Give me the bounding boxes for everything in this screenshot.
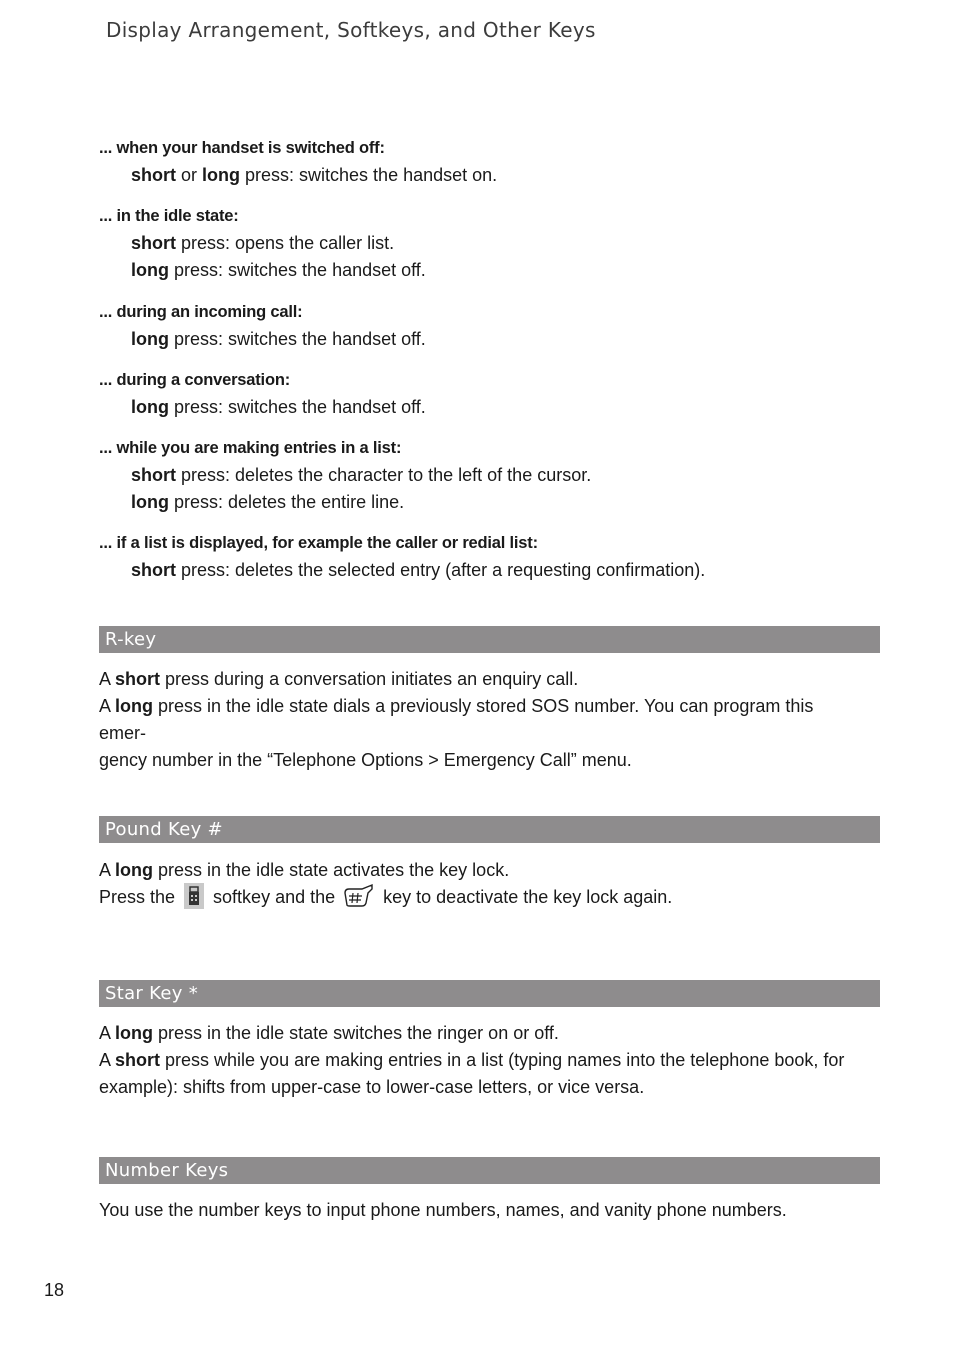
key-lock-softkey-icon bbox=[184, 883, 204, 909]
page-number: 18 bbox=[44, 1280, 65, 1300]
line-prefix: A bbox=[99, 1023, 116, 1043]
condition-conversation bbox=[99, 367, 899, 421]
keyword: short bbox=[131, 560, 176, 580]
line-prefix: A bbox=[99, 696, 116, 716]
condition-title: ... when your handset is switched off: bbox=[99, 139, 385, 157]
section-heading-star-key: Star Key * bbox=[99, 980, 880, 1007]
keyword: long bbox=[115, 860, 154, 880]
condition-line bbox=[99, 394, 899, 421]
paragraph-line bbox=[99, 693, 859, 747]
condition-list-entry bbox=[99, 435, 899, 516]
paragraph-line: example): shifts from upper-case to lower-case letters, or vice versa. bbox=[99, 1077, 645, 1097]
line-text: press: deletes the selected entry (after a requesting confirmation). bbox=[176, 560, 706, 580]
line-text: press: deletes the character to the left of the cursor. bbox=[176, 465, 592, 485]
paragraph-line: You use the number keys to input phone numbers, names, and vanity phone numbers. bbox=[99, 1200, 787, 1220]
line-prefix: Press the bbox=[99, 887, 181, 907]
line-text: press: switches the handset off. bbox=[169, 260, 426, 280]
section-heading-r-key: R-key bbox=[99, 626, 880, 653]
line-text: press: switches the handset on. bbox=[240, 165, 498, 185]
hash-key-icon bbox=[342, 883, 376, 909]
line-text: press while you are making entries in a list (typing names into the telephone book, for bbox=[160, 1050, 845, 1070]
line-text: press: switches the handset off. bbox=[169, 397, 426, 417]
star-key-description bbox=[99, 1020, 859, 1101]
line-text: press in the idle state switches the ringer on or off. bbox=[153, 1023, 559, 1043]
condition-line bbox=[99, 489, 899, 516]
keyword: short bbox=[131, 465, 176, 485]
condition-title: ... if a list is displayed, for example the caller or redial list: bbox=[99, 534, 538, 552]
keyword: long bbox=[115, 1023, 154, 1043]
keyword: long bbox=[115, 696, 154, 716]
page-header-title: Display Arrangement, Softkeys, and Other Keys bbox=[106, 18, 596, 42]
condition-switched-off bbox=[99, 135, 899, 189]
line-text: press in the idle state activates the key lock. bbox=[153, 860, 510, 880]
section-heading-pound-key: Pound Key # bbox=[99, 816, 880, 843]
keyword: long bbox=[202, 165, 241, 185]
condition-idle-state bbox=[99, 203, 899, 284]
line-text: press: deletes the entire line. bbox=[169, 492, 405, 512]
line-prefix: A bbox=[99, 1050, 116, 1070]
keyword: long bbox=[131, 329, 169, 349]
keyword: short bbox=[115, 669, 161, 689]
paragraph-line bbox=[99, 1020, 859, 1047]
line-text: key to deactivate the key lock again. bbox=[378, 887, 673, 907]
keyword: short bbox=[115, 1050, 161, 1070]
line-prefix: A bbox=[99, 860, 116, 880]
condition-title: ... in the idle state: bbox=[99, 207, 239, 225]
line-text: press during a conversation initiates an enquiry call. bbox=[160, 669, 579, 689]
condition-line bbox=[99, 230, 899, 257]
condition-line bbox=[99, 326, 899, 353]
paragraph-line bbox=[99, 857, 859, 884]
keyword: short bbox=[131, 165, 176, 185]
line-text: press: switches the handset off. bbox=[169, 329, 426, 349]
keyword: long bbox=[131, 260, 169, 280]
number-keys-description bbox=[99, 1197, 859, 1224]
condition-list-displayed bbox=[99, 530, 899, 584]
condition-title: ... during an incoming call: bbox=[99, 303, 303, 321]
paragraph-line: gency number in the “Telephone Options > Emergency Call” menu. bbox=[99, 750, 632, 770]
line-text: press in the idle state dials a previously stored SOS number. You can program this emer- bbox=[99, 696, 814, 743]
paragraph-line bbox=[99, 1047, 859, 1074]
r-key-description bbox=[99, 666, 859, 774]
section-heading-number-keys: Number Keys bbox=[99, 1157, 880, 1184]
line-prefix: A bbox=[99, 669, 116, 689]
condition-title: ... while you are making entries in a list: bbox=[99, 439, 402, 457]
condition-incoming-call bbox=[99, 299, 899, 353]
keyword: long bbox=[131, 397, 169, 417]
line-text: press: opens the caller list. bbox=[176, 233, 395, 253]
condition-title: ... during a conversation: bbox=[99, 371, 290, 389]
condition-line bbox=[99, 462, 899, 489]
pound-key-description bbox=[99, 857, 859, 911]
keyword: short bbox=[131, 233, 176, 253]
keyword: long bbox=[131, 492, 169, 512]
condition-line bbox=[99, 557, 899, 584]
line-text: softkey and the bbox=[208, 887, 341, 907]
paragraph-line bbox=[99, 884, 859, 911]
condition-line bbox=[99, 162, 899, 189]
paragraph-line bbox=[99, 666, 859, 693]
connector-text: or bbox=[176, 165, 203, 185]
condition-line bbox=[99, 257, 899, 284]
